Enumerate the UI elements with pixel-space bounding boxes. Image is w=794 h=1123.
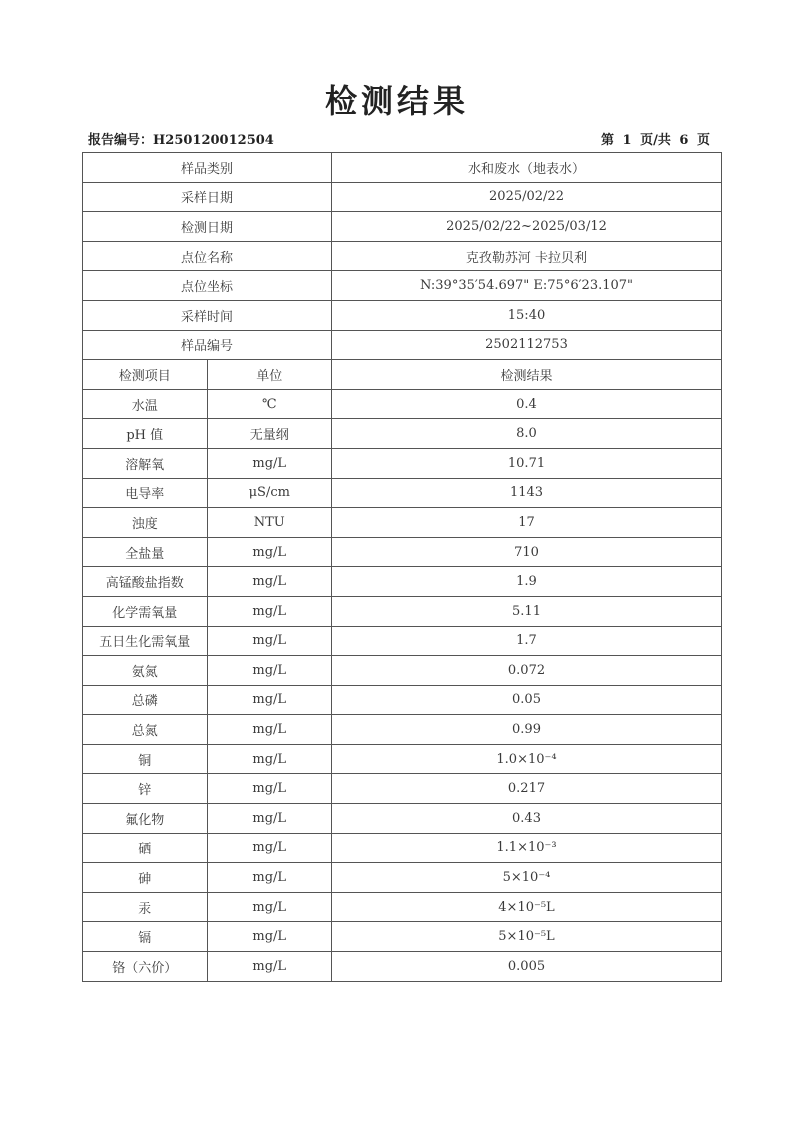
table-row [83, 952, 722, 982]
item-cell: 水温 [83, 389, 208, 419]
result-cell: 1.9 [332, 567, 722, 597]
info-row [83, 182, 722, 212]
table-row [83, 419, 722, 449]
page-current: 1 [622, 133, 632, 148]
info-label: 采样日期 [83, 182, 332, 212]
item-cell: 总氮 [83, 715, 208, 745]
info-row [83, 330, 722, 360]
item-cell: 砷 [83, 863, 208, 893]
info-value: 15:40 [332, 300, 722, 330]
results-table [82, 152, 722, 982]
unit-cell: NTU [207, 508, 332, 538]
table-row [83, 626, 722, 656]
item-cell: 氨氮 [83, 656, 208, 686]
result-cell: 0.05 [332, 685, 722, 715]
result-cell: 10.71 [332, 448, 722, 478]
table-row [83, 567, 722, 597]
result-cell: 0.072 [332, 656, 722, 686]
header-item: 检测项目 [83, 360, 208, 390]
item-cell: 溶解氧 [83, 448, 208, 478]
page-prefix: 第 [601, 133, 615, 148]
result-cell: 17 [332, 508, 722, 538]
unit-cell: mg/L [207, 892, 332, 922]
info-label: 检测日期 [83, 212, 332, 242]
info-row [83, 241, 722, 271]
table-row [83, 508, 722, 538]
item-cell: 全盐量 [83, 537, 208, 567]
unit-cell: μS/cm [207, 478, 332, 508]
info-row [83, 300, 722, 330]
table-row [83, 744, 722, 774]
info-row [83, 153, 722, 183]
table-row [83, 715, 722, 745]
table-row [83, 478, 722, 508]
result-cell: 1143 [332, 478, 722, 508]
info-label: 样品类别 [83, 153, 332, 183]
info-value: N:39°35′54.697" E:75°6′23.107" [332, 271, 722, 301]
unit-cell: 无量纲 [207, 419, 332, 449]
item-cell: 镉 [83, 922, 208, 952]
table-row [83, 804, 722, 834]
unit-cell: mg/L [207, 656, 332, 686]
info-value: 2025/02/22 [332, 182, 722, 212]
unit-cell: mg/L [207, 448, 332, 478]
page-total: 6 [679, 133, 689, 148]
table-header-row [83, 360, 722, 390]
item-cell: 浊度 [83, 508, 208, 538]
info-value: 克孜勒苏河 卡拉贝利 [332, 241, 722, 271]
header-result: 检测结果 [332, 360, 722, 390]
unit-cell: mg/L [207, 685, 332, 715]
result-cell: 0.005 [332, 952, 722, 982]
item-cell: 电导率 [83, 478, 208, 508]
info-label: 点位坐标 [83, 271, 332, 301]
table-row [83, 537, 722, 567]
result-cell: 1.0×10⁻⁴ [332, 744, 722, 774]
result-cell: 5×10⁻⁴ [332, 863, 722, 893]
info-row [83, 271, 722, 301]
unit-cell: mg/L [207, 804, 332, 834]
table-row [83, 922, 722, 952]
result-cell: 4×10⁻⁵L [332, 892, 722, 922]
table-row [83, 656, 722, 686]
table-row [83, 685, 722, 715]
page-number [599, 129, 712, 148]
result-cell: 8.0 [332, 419, 722, 449]
info-label: 点位名称 [83, 241, 332, 271]
unit-cell: mg/L [207, 567, 332, 597]
item-cell: pH 值 [83, 419, 208, 449]
report-number: 报告编号：H250120012504 [88, 133, 274, 148]
result-cell: 0.99 [332, 715, 722, 745]
unit-cell: mg/L [207, 863, 332, 893]
info-value: 2502112753 [332, 330, 722, 360]
item-cell: 总磷 [83, 685, 208, 715]
header-unit: 单位 [207, 360, 332, 390]
unit-cell: mg/L [207, 596, 332, 626]
info-label: 采样时间 [83, 300, 332, 330]
page-suffix: 页 [696, 133, 710, 148]
result-cell: 1.1×10⁻³ [332, 833, 722, 863]
table-row [83, 389, 722, 419]
info-value: 水和废水（地表水） [332, 153, 722, 183]
item-cell: 化学需氧量 [83, 596, 208, 626]
table-row [83, 596, 722, 626]
table-row [83, 833, 722, 863]
info-row [83, 212, 722, 242]
item-cell: 铬（六价） [83, 952, 208, 982]
item-cell: 铜 [83, 744, 208, 774]
unit-cell: mg/L [207, 952, 332, 982]
result-cell: 0.4 [332, 389, 722, 419]
info-label: 样品编号 [83, 330, 332, 360]
unit-cell: mg/L [207, 537, 332, 567]
result-cell: 0.43 [332, 804, 722, 834]
unit-cell: mg/L [207, 833, 332, 863]
unit-cell: mg/L [207, 626, 332, 656]
result-cell: 5.11 [332, 596, 722, 626]
unit-cell: ℃ [207, 389, 332, 419]
item-cell: 汞 [83, 892, 208, 922]
table-row [83, 448, 722, 478]
item-cell: 高锰酸盐指数 [83, 567, 208, 597]
item-cell: 锌 [83, 774, 208, 804]
table-row [83, 774, 722, 804]
result-cell: 0.217 [332, 774, 722, 804]
table-row [83, 892, 722, 922]
item-cell: 硒 [83, 833, 208, 863]
unit-cell: mg/L [207, 744, 332, 774]
item-cell: 氟化物 [83, 804, 208, 834]
result-cell: 5×10⁻⁵L [332, 922, 722, 952]
result-cell: 1.7 [332, 626, 722, 656]
info-value: 2025/02/22~2025/03/12 [332, 212, 722, 242]
page-mid: 页/共 [640, 133, 671, 148]
unit-cell: mg/L [207, 774, 332, 804]
unit-cell: mg/L [207, 922, 332, 952]
result-cell: 710 [332, 537, 722, 567]
unit-cell: mg/L [207, 715, 332, 745]
item-cell: 五日生化需氧量 [83, 626, 208, 656]
table-row [83, 863, 722, 893]
page-title: 检测结果 [324, 82, 469, 120]
